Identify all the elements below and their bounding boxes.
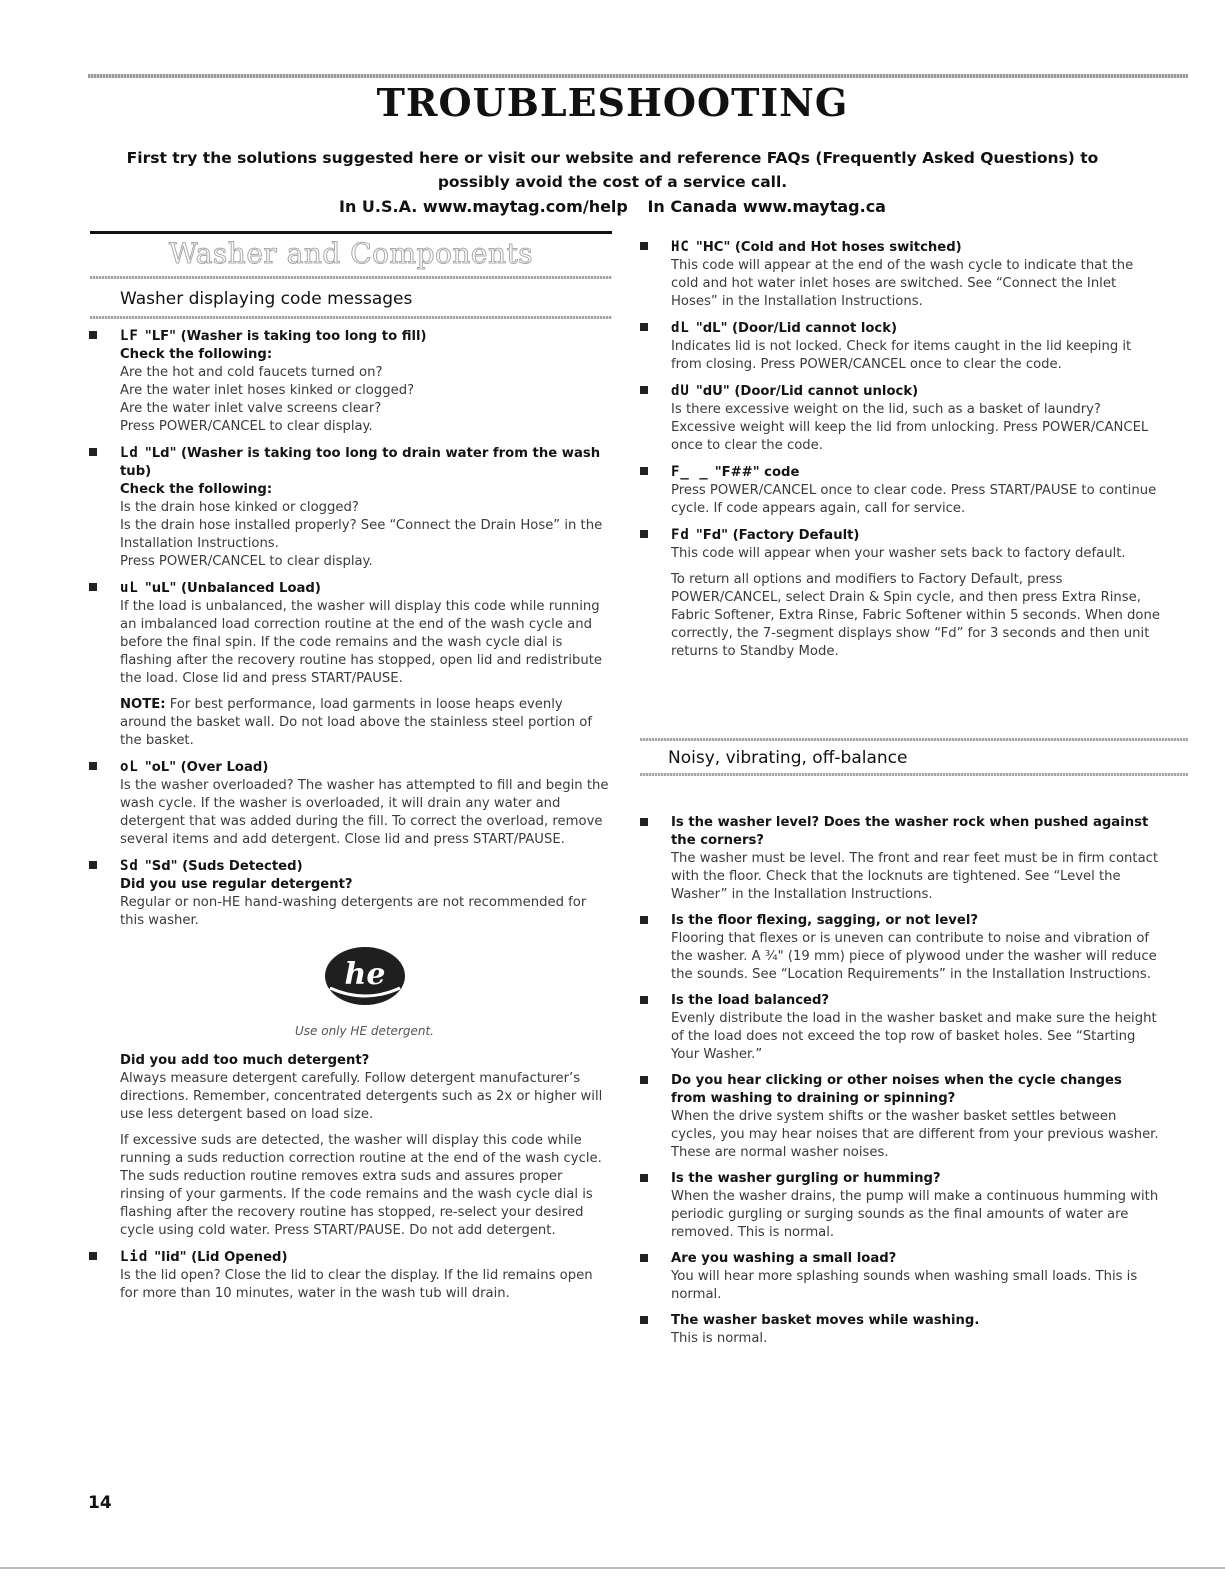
he-logo-icon bbox=[322, 944, 408, 1010]
bullet-icon bbox=[640, 530, 648, 538]
list-item-lf bbox=[89, 327, 609, 436]
note-paragraph bbox=[120, 696, 609, 750]
page-title: TROUBLESHOOTING bbox=[376, 80, 849, 125]
code-display-icon: uL bbox=[120, 580, 139, 596]
bullet-icon bbox=[89, 861, 97, 869]
bullet-icon bbox=[640, 916, 648, 924]
noise-answer: This is normal. bbox=[671, 1331, 768, 1346]
item-body: If the load is unbalanced, the washer will display this code while running an imbalanced load correction routine at the end of the wash cycle and before the final spin. If the code remains and the wash cycle dial is flashing after the recovery routine has stopped, open lid and redistribute the load. Close lid and press START/PAUSE. bbox=[120, 599, 603, 686]
code-display-icon: F_ _ bbox=[671, 464, 709, 480]
answer-too-much-detergent: Always measure detergent carefully. Follow detergent manufacturer’s directions. Remember, concentrated detergents such as 2x or higher will use less detergent based on load size. bbox=[120, 1071, 603, 1122]
check-line: Are the hot and cold faucets turned on? bbox=[120, 365, 383, 380]
code-display-icon: Sd bbox=[120, 858, 139, 874]
he-caption: Use only HE detergent. bbox=[295, 1024, 434, 1038]
canada-website: In Canada www.maytag.ca bbox=[647, 197, 886, 216]
noise-question: Is the washer gurgling or humming? bbox=[671, 1171, 941, 1186]
noise-item bbox=[640, 814, 1160, 904]
check-label: Check the following: bbox=[120, 347, 273, 362]
answer-regular-detergent: Regular or non-HE hand-washing detergents are not recommended for this washer. bbox=[120, 895, 587, 928]
code-display-icon: dU bbox=[671, 383, 690, 399]
noise-question: Is the load balanced? bbox=[671, 993, 830, 1008]
website-line bbox=[0, 197, 1225, 216]
noise-question: The washer basket moves while washing. bbox=[671, 1313, 980, 1328]
noise-item bbox=[640, 1072, 1160, 1162]
question-too-much-detergent: Did you add too much detergent? bbox=[120, 1053, 370, 1068]
list-item-lid bbox=[89, 1248, 609, 1303]
code-display-icon: LF bbox=[120, 328, 139, 344]
subhead-code-messages: Washer displaying code messages bbox=[120, 289, 413, 309]
left-column bbox=[89, 327, 609, 1311]
item-heading: "Ld" (Washer is taking too long to drain water from the wash tub) bbox=[120, 446, 601, 479]
check-line: Press POWER/CANCEL to clear display. bbox=[120, 419, 373, 434]
item-body: Press POWER/CANCEL once to clear code. Press START/PAUSE to continue cycle. If code appears again, call for service. bbox=[671, 483, 1157, 516]
usa-website: In U.S.A. www.maytag.com/help bbox=[339, 197, 628, 216]
code-display-icon: HC bbox=[671, 239, 690, 255]
code-display-icon: oL bbox=[120, 759, 139, 775]
top-rule bbox=[88, 74, 1188, 78]
item-body: Indicates lid is not locked. Check for items caught in the lid keeping it from closing. Press POWER/CANCEL once to clear the code. bbox=[671, 339, 1132, 372]
bullet-icon bbox=[89, 583, 97, 591]
he-logo-wrap bbox=[120, 944, 609, 1016]
list-item-ol bbox=[89, 758, 609, 849]
list-item-sd bbox=[89, 857, 609, 1240]
bullet-icon bbox=[89, 331, 97, 339]
code-display-icon: dL bbox=[671, 320, 690, 336]
item-heading: "LF" (Washer is taking too long to fill) bbox=[144, 329, 427, 344]
item-body: Is the washer overloaded? The washer has attempted to fill and begin the wash cycle. If the washer is overloaded, it will drain any water and detergent that was added during the fill. To correct the overload, remove several items and add detergent. Close lid and press START/PAUSE. bbox=[120, 778, 609, 847]
check-line: Is the drain hose kinked or clogged? bbox=[120, 500, 359, 515]
check-line: Press POWER/CANCEL to clear display. bbox=[120, 554, 373, 569]
list-item-fd bbox=[640, 526, 1160, 661]
noise-item bbox=[640, 1170, 1160, 1242]
item-heading: "Fd" (Factory Default) bbox=[695, 528, 860, 543]
intro-text: First try the solutions suggested here or visit our website and reference FAQs (Frequently Asked Questions) to possibly avoid the cost of a service call. bbox=[126, 149, 1099, 191]
list-item-hc bbox=[640, 238, 1160, 311]
item-heading: "oL" (Over Load) bbox=[144, 760, 269, 775]
item-body-reset: To return all options and modifiers to Factory Default, press POWER/CANCEL, select Drain & Spin cycle, and then press Extra Rinse, Fabric Softener, Extra Rinse, Fabric Softener within 5 seconds. When done correctly, the 7-segment displays show “Fd” for 3 seconds and then unit returns to Standby Mode. bbox=[671, 572, 1160, 659]
bottom-rule bbox=[0, 1567, 1225, 1569]
page-number: 14 bbox=[88, 1493, 112, 1513]
item-heading: "Sd" (Suds Detected) bbox=[144, 859, 303, 874]
noise-question: Is the washer level? Does the washer rock when pushed against the corners? bbox=[671, 815, 1149, 848]
bullet-icon bbox=[640, 818, 648, 826]
subhead-rule-bottom bbox=[90, 316, 612, 319]
check-label: Check the following: bbox=[120, 482, 273, 497]
check-line: Are the water inlet valve screens clear? bbox=[120, 401, 382, 416]
item-body: This code will appear when your washer sets back to factory default. bbox=[671, 546, 1126, 561]
code-display-icon: Ld bbox=[120, 445, 139, 461]
item-heading: "HC" (Cold and Hot hoses switched) bbox=[695, 240, 962, 255]
noise-answer: When the washer drains, the pump will make a continuous humming with periodic gurgling or surging sounds as the final amounts of water are removed. This is normal. bbox=[671, 1189, 1159, 1240]
noise-answer: Evenly distribute the load in the washer basket and make sure the height of the load does not exceed the top row of basket holes. See “Starting Your Washer.” bbox=[671, 1011, 1157, 1062]
question-regular-detergent: Did you use regular detergent? bbox=[120, 877, 353, 892]
bullet-icon bbox=[640, 1076, 648, 1084]
bullet-icon bbox=[89, 448, 97, 456]
bullet-icon bbox=[640, 1174, 648, 1182]
bullet-icon bbox=[640, 242, 648, 250]
bullet-icon bbox=[640, 386, 648, 394]
list-item-ul bbox=[89, 579, 609, 750]
subhead-rule-top bbox=[90, 276, 612, 279]
bullet-icon bbox=[640, 996, 648, 1004]
bullet-icon bbox=[640, 323, 648, 331]
noise-answer: Flooring that flexes or is uneven can contribute to noise and vibration of the washer. A ¾" (19 mm) piece of plywood under the washer will reduce the sounds. See “Location Requirements” in the Installation Instructions. bbox=[671, 931, 1157, 982]
noise-item bbox=[640, 992, 1160, 1064]
noise-question: Are you washing a small load? bbox=[671, 1251, 897, 1266]
item-body: Is the lid open? Close the lid to clear the display. If the lid remains open for more than 10 minutes, water in the wash tub will drain. bbox=[120, 1268, 593, 1301]
note-label: NOTE: bbox=[120, 697, 166, 712]
check-line: Is the drain hose installed properly? See “Connect the Drain Hose” in the Installation Instructions. bbox=[120, 518, 603, 551]
item-heading: "uL" (Unbalanced Load) bbox=[144, 581, 321, 596]
noise-question: Is the floor flexing, sagging, or not level? bbox=[671, 913, 978, 928]
right-column-noise bbox=[640, 814, 1160, 1356]
bullet-icon bbox=[640, 1254, 648, 1262]
item-body: This code will appear at the end of the wash cycle to indicate that the cold and hot water inlet hoses are switched. See “Connect the Inlet Hoses” in the Installation Instructions. bbox=[671, 258, 1134, 309]
bullet-icon bbox=[640, 1316, 648, 1324]
subhead2-rule-top bbox=[640, 738, 1188, 741]
code-display-icon: Fd bbox=[671, 527, 690, 543]
check-line: Are the water inlet hoses kinked or clogged? bbox=[120, 383, 415, 398]
list-item-dl bbox=[640, 319, 1160, 374]
item-heading: "dU" (Door/Lid cannot unlock) bbox=[695, 384, 919, 399]
subhead-noisy: Noisy, vibrating, off-balance bbox=[668, 748, 908, 768]
noise-item bbox=[640, 1250, 1160, 1304]
item-heading: "dL" (Door/Lid cannot lock) bbox=[695, 321, 898, 336]
suds-routine-text: If excessive suds are detected, the washer will display this code while running a suds reduction correction routine at the end of the wash cycle. The suds reduction routine removes extra suds and assures proper rinsing of your garments. If the code remains and the wash cycle dial is flashing after the recovery routine has stopped, re-select your desired cycle using cold water. Press START/PAUSE. Do not add detergent. bbox=[120, 1133, 602, 1238]
bullet-icon bbox=[89, 1252, 97, 1260]
subhead2-rule-bottom bbox=[640, 773, 1188, 776]
code-display-icon: Lid bbox=[120, 1249, 149, 1265]
bullet-icon bbox=[89, 762, 97, 770]
noise-question: Do you hear clicking or other noises when the cycle changes from washing to draining or spinning? bbox=[671, 1073, 1122, 1106]
item-heading: "F##" code bbox=[714, 465, 800, 480]
list-item-ld bbox=[89, 444, 609, 571]
note-text: For best performance, load garments in loose heaps evenly around the basket wall. Do not load above the stainless steel portion of the basket. bbox=[120, 697, 592, 748]
bullet-icon bbox=[640, 467, 648, 475]
item-heading: "lid" (Lid Opened) bbox=[154, 1250, 288, 1265]
noise-item bbox=[640, 1312, 1160, 1348]
list-item-f-code bbox=[640, 463, 1160, 518]
list-item-du bbox=[640, 382, 1160, 455]
right-column-codes bbox=[640, 238, 1160, 669]
he-logo-text: he bbox=[344, 957, 385, 992]
noise-item bbox=[640, 912, 1160, 984]
noise-answer: The washer must be level. The front and rear feet must be in firm contact with the floor. Check that the locknuts are tightened. See “Level the Washer” in the Installation Instructions. bbox=[671, 851, 1159, 902]
item-body: Is there excessive weight on the lid, such as a basket of laundry? Excessive weight will keep the lid from unlocking. Press POWER/CANCEL once to clear the code. bbox=[671, 402, 1149, 453]
noise-answer: When the drive system shifts or the washer basket settles between cycles, you may hear noises that are different from your previous washer. These are normal washer noises. bbox=[671, 1109, 1159, 1160]
noise-answer: You will hear more splashing sounds when washing small loads. This is normal. bbox=[671, 1269, 1138, 1302]
section-banner: Washer and Components bbox=[168, 237, 534, 270]
